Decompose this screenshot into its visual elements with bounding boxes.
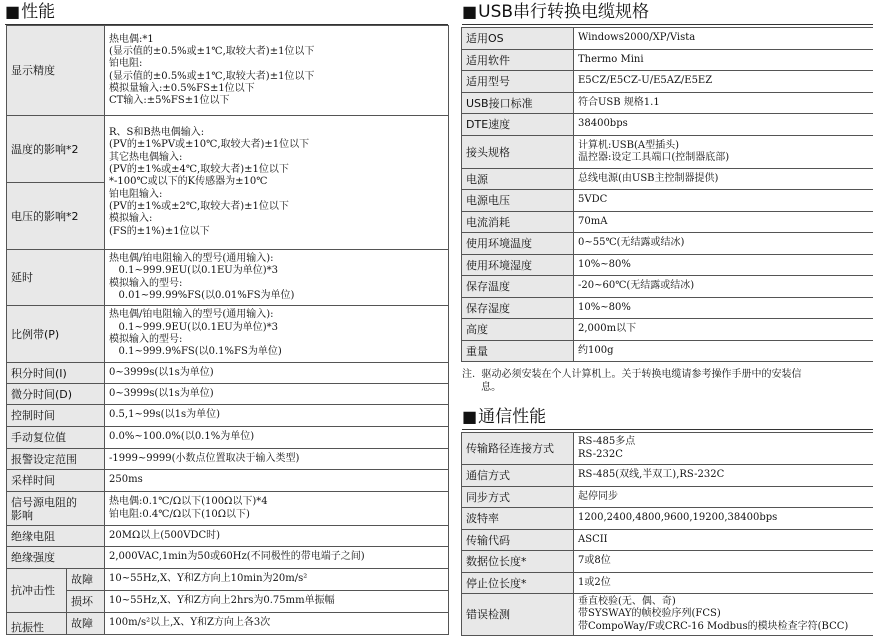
row-label: USB接口标准 xyxy=(462,93,574,114)
row-label: 报警设定范围 xyxy=(7,449,105,470)
table-row xyxy=(462,594,873,636)
table-row xyxy=(462,530,873,551)
row-value: 0~3999s(以1s为单位) xyxy=(105,384,449,405)
row-label: 手动复位值 xyxy=(7,427,105,449)
row-value: 70mA xyxy=(574,212,873,233)
row-label: 重量 xyxy=(462,341,574,362)
row-label: 适用软件 xyxy=(462,50,574,71)
row-label: 高度 xyxy=(462,319,574,341)
row-label: 积分时间(I) xyxy=(7,363,105,384)
row-label: 采样时间 xyxy=(7,470,105,492)
row-label: 电压的影响*2 xyxy=(7,183,105,250)
row-value: 2,000m以下 xyxy=(574,319,873,341)
row-value: 0~55℃(无结露或结冰) xyxy=(574,233,873,255)
row-label: 延时 xyxy=(7,250,105,306)
table-row xyxy=(7,363,449,384)
row-label: 温度的影响*2 xyxy=(7,116,105,183)
row-value: 100m/s²以上,X、Y和Z方向上各3次 xyxy=(105,613,449,635)
row-value: Windows2000/XP/Vista xyxy=(574,28,873,50)
row-value: RS-485(双线,半双工),RS-232C xyxy=(574,465,873,487)
table-row xyxy=(7,405,449,427)
table-row xyxy=(7,26,449,116)
row-label: DTE速度 xyxy=(462,114,574,136)
table-row xyxy=(7,613,449,635)
table-row xyxy=(7,116,449,183)
row-value: 总线电源(由USB主控制器提供) xyxy=(574,169,873,190)
row-label: 传输代码 xyxy=(462,530,574,551)
row-value: E5CZ/E5CZ-U/E5AZ/E5EZ xyxy=(574,71,873,93)
row-label: 通信方式 xyxy=(462,465,574,487)
table-row xyxy=(462,573,873,594)
row-label: 微分时间(D) xyxy=(7,384,105,405)
row-value: 250ms xyxy=(105,470,449,492)
table-row xyxy=(462,233,873,255)
table-row xyxy=(462,551,873,573)
row-value: -1999~9999(小数点位置取决于输入类型) xyxy=(105,449,449,470)
row-value: 1200,2400,4800,9600,19200,38400bps xyxy=(574,508,873,530)
row-value: -20~60℃(无结露或结冰) xyxy=(574,276,873,298)
row-label: 使用环境湿度 xyxy=(462,255,574,276)
table-row xyxy=(462,28,873,50)
table-row xyxy=(462,169,873,190)
table-row xyxy=(7,547,449,569)
table-row xyxy=(7,526,449,547)
row-value: 计算机:USB(A型插头) 温控器:设定工具端口(控制器底部) xyxy=(574,136,873,169)
row-label: 使用环境温度 xyxy=(462,233,574,255)
row-label: 同步方式 xyxy=(462,487,574,508)
row-label: 错误检测 xyxy=(462,594,574,636)
row-label: 信号源电阻的 影响 xyxy=(7,492,105,526)
row-value: 20MΩ以上(500VDC时) xyxy=(105,526,449,547)
section-title-text: USB串行转换电缆规格 xyxy=(478,2,650,22)
section-title-text: 通信性能 xyxy=(478,407,547,427)
row-label: 保存温度 xyxy=(462,276,574,298)
section-title-performance xyxy=(5,2,55,22)
table-row xyxy=(7,591,449,613)
divider xyxy=(462,429,873,430)
table-row xyxy=(462,487,873,508)
table-row xyxy=(462,50,873,71)
table-row xyxy=(462,341,873,362)
row-value: 10%~80% xyxy=(574,255,873,276)
section-title-usb xyxy=(462,2,649,22)
section-title-text: 性能 xyxy=(21,2,56,22)
row-value: 7或8位 xyxy=(574,551,873,573)
table-row xyxy=(462,93,873,114)
square-bullet-icon: ■ xyxy=(5,2,21,21)
table-row xyxy=(462,276,873,298)
row-label: 适用OS xyxy=(462,28,574,50)
row-label: 电源电压 xyxy=(462,190,574,212)
table-row xyxy=(462,319,873,341)
table-row xyxy=(462,433,873,465)
row-label: 绝缘电阻 xyxy=(7,526,105,547)
table-row xyxy=(462,508,873,530)
row-label: 停止位长度* xyxy=(462,573,574,594)
row-value: R、S和B热电偶输入: (PV的±1%PV或±10℃,取较大者)±1位以下 其它热电偶输入: (PV的±1%或±4℃,取较大者)±1位以下 *-100℃或以下的K传感器为±10℃ 铂电阻输入: (PV的±1%或±2℃,取较大者)±1位以下 模拟输入: (FS的±1%)±1位以下 xyxy=(105,116,449,250)
performance-table xyxy=(6,25,449,635)
table-row xyxy=(7,569,449,591)
divider xyxy=(462,24,873,25)
row-value: 38400bps xyxy=(574,114,873,136)
square-bullet-icon: ■ xyxy=(462,2,478,21)
row-value: ASCII xyxy=(574,530,873,551)
row-label: 保存湿度 xyxy=(462,298,574,319)
row-value: 热电偶:*1 (显示值的±0.5%或±1℃,取较大者)±1位以下 铂电阻: (显示值的±0.5%或±1℃,取较大者)±1位以下 模拟量输入:±0.5%FS±1位以下 CT输入:±5%FS±1位以下 xyxy=(105,26,449,116)
table-row xyxy=(462,298,873,319)
row-value: 热电偶/铂电阻输入的型号(通用输入): 0.1~999.9EU(以0.1EU为单位)*3 模拟输入的型号: 0.1~999.9%FS(以0.1%FS为单位) xyxy=(105,306,449,363)
row-value: 10~55Hz,X、Y和Z方向上10min为20m/s² xyxy=(105,569,449,591)
row-value: 0~3999s(以1s为单位) xyxy=(105,363,449,384)
row-label: 抗冲击性 xyxy=(7,569,67,613)
table-row xyxy=(462,71,873,93)
sub-label: 损坏 xyxy=(67,591,105,613)
row-label: 控制时间 xyxy=(7,405,105,427)
row-label: 适用型号 xyxy=(462,71,574,93)
table-row xyxy=(462,212,873,233)
table-row xyxy=(7,250,449,306)
table-row xyxy=(462,190,873,212)
table-row xyxy=(462,114,873,136)
row-value: 5VDC xyxy=(574,190,873,212)
row-label: 波特率 xyxy=(462,508,574,530)
row-value: 约100g xyxy=(574,341,873,362)
row-value: 10%~80% xyxy=(574,298,873,319)
row-label: 绝缘强度 xyxy=(7,547,105,569)
communication-table xyxy=(461,432,873,636)
row-label: 抗振性 xyxy=(7,613,67,635)
row-value: RS-485多点 RS-232C xyxy=(574,433,873,465)
row-value: 热电偶/铂电阻输入的型号(通用输入): 0.1~999.9EU(以0.1EU为单位)*3 模拟输入的型号: 0.01~99.99%FS(以0.01%FS为单位) xyxy=(105,250,449,306)
row-value: Thermo Mini xyxy=(574,50,873,71)
table-row xyxy=(462,136,873,169)
row-value: 10~55Hz,X、Y和Z方向上2hrs为0.75mm单振幅 xyxy=(105,591,449,613)
row-value: 符合USB 规格1.1 xyxy=(574,93,873,114)
row-value: 2,000VAC,1min为50或60Hz(不同极性的带电端子之间) xyxy=(105,547,449,569)
sub-label: 故障 xyxy=(67,613,105,635)
table-row xyxy=(7,470,449,492)
row-label: 电源 xyxy=(462,169,574,190)
table-row xyxy=(462,465,873,487)
square-bullet-icon: ■ xyxy=(462,407,478,426)
table-row xyxy=(462,255,873,276)
row-label: 电流消耗 xyxy=(462,212,574,233)
row-value: 垂直校验(无、偶、奇) 带SYSWAY的帧校验序列(FCS) 带CompoWay/F或CRC-16 Modbus的模块检查字符(BCC) xyxy=(574,594,873,636)
row-value: 0.5,1~99s(以1s为单位) xyxy=(105,405,449,427)
row-value: 1或2位 xyxy=(574,573,873,594)
row-value: 热电偶:0.1℃/Ω以下(100Ω以下)*4 铂电阻:0.4℃/Ω以下(10Ω以下) xyxy=(105,492,449,526)
row-label: 接头规格 xyxy=(462,136,574,169)
section-title-communication xyxy=(462,407,546,427)
row-value: 0.0%~100.0%(以0.1%为单位) xyxy=(105,427,449,449)
sub-label: 故障 xyxy=(67,569,105,591)
table-row xyxy=(7,449,449,470)
table-row xyxy=(7,427,449,449)
row-label: 传输路径连接方式 xyxy=(462,433,574,465)
row-value: 起停同步 xyxy=(574,487,873,508)
table-row xyxy=(7,306,449,363)
table-row xyxy=(7,384,449,405)
row-label: 比例带(P) xyxy=(7,306,105,363)
usb-table xyxy=(461,27,873,362)
usb-note: 注. 驱动必须安装在个人计算机上。关于转换电缆请参考操作手册中的安装信 息。 xyxy=(462,369,802,393)
table-row xyxy=(7,492,449,526)
row-label: 显示精度 xyxy=(7,26,105,116)
row-label: 数据位长度* xyxy=(462,551,574,573)
